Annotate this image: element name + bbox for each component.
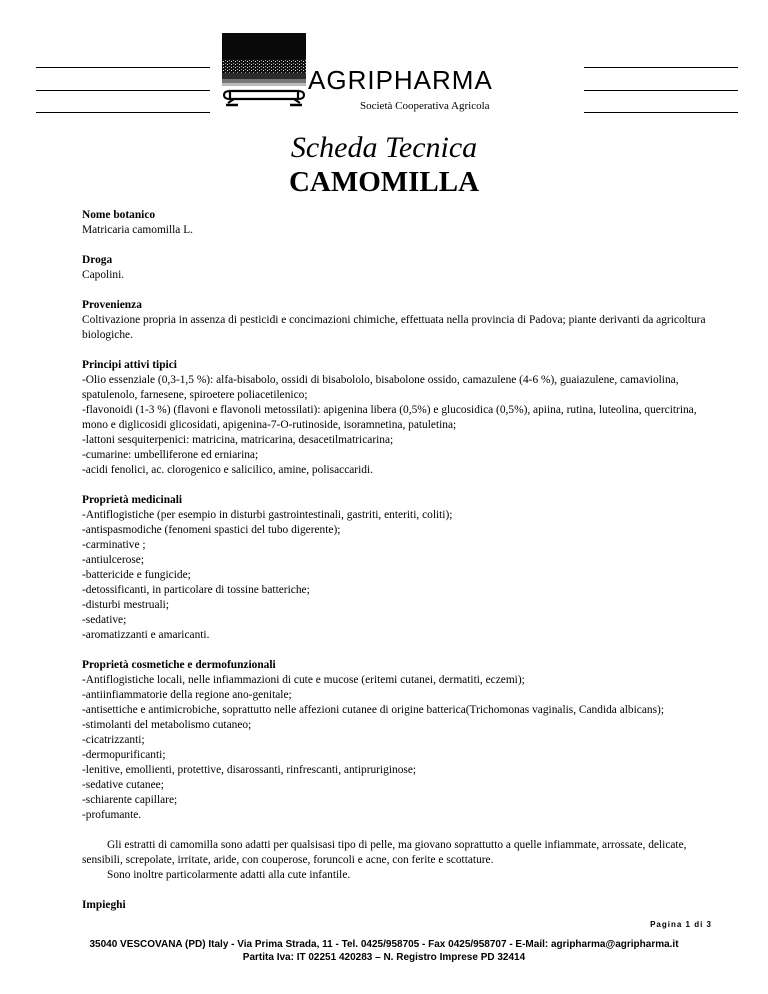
section-impieghi — [82, 898, 712, 913]
paragraph: Sono inoltre particolarmente adatti alla cute infantile. — [107, 869, 351, 881]
section-heading: Provenienza — [82, 299, 142, 311]
section-line: -antiulcerose; — [82, 554, 144, 566]
section-line: -profumante. — [82, 809, 142, 821]
section-line: -schiarente capillare; — [82, 794, 178, 806]
header-rule-right-3 — [584, 112, 738, 113]
section-line: -cumarine: umbelliferone ed erniarina; — [82, 449, 259, 461]
section-heading: Impieghi — [82, 899, 126, 911]
section-heading: Proprietà medicinali — [82, 494, 183, 506]
document-title: Scheda Tecnica — [290, 131, 478, 164]
section-nome-botanico — [82, 208, 712, 238]
header-rule-right-2 — [584, 90, 738, 91]
section-line: -cicatrizzanti; — [82, 734, 145, 746]
paragraph-block — [82, 838, 712, 883]
section-line: -disturbi mestruali; — [82, 599, 169, 611]
section-line: -sedative; — [82, 614, 127, 626]
brand-name: AGRIPHARMA — [308, 65, 493, 95]
brand-subtitle: Società Cooperativa Agricola — [360, 100, 490, 112]
section-line: -stimolanti del metabolismo cutaneo; — [82, 719, 252, 731]
agripharma-logo-icon — [222, 33, 306, 113]
page-number: Pagina 1 di 3 — [650, 920, 712, 929]
section-line: -sedative cutanee; — [82, 779, 164, 791]
section-line: -flavonoidi (1-3 %) (flavoni e flavonoli metossilati): apigenina libera (0,5%) e glucosidica (0,5%), apiina, rutina, luteolina, quercitrina, mono e diglicosidi glicosidati, apigenina-7-O-rutinoside, isoramnetina, patuletina; — [82, 404, 697, 431]
section-line: Coltivazione propria in assenza di pesticidi e concimazioni chimiche, effettuata nella provincia di Padova; piante derivanti da agricoltura biologiche. — [82, 314, 706, 341]
section-line: -battericide e fungicide; — [82, 569, 191, 581]
section-line: -carminative ; — [82, 539, 146, 551]
section-proprieta-cosmetiche — [82, 658, 712, 823]
footer-address: 35040 VESCOVANA (PD) Italy - Via Prima Strada, 11 - Tel. 0425/958705 - Fax 0425/958707 - E-Mail: agripharma@agripharma.it — [89, 939, 679, 950]
header-rule-left-3 — [36, 112, 210, 113]
section-proprieta-medicinali — [82, 493, 712, 643]
section-line: -acidi fenolici, ac. clorogenico e salicilico, amine, polisaccaridi. — [82, 464, 373, 476]
section-principi-attivi — [82, 358, 712, 478]
document-subtitle: CAMOMILLA — [288, 166, 480, 198]
section-line: Matricaria camomilla L. — [82, 224, 194, 236]
section-heading: Principi attivi tipici — [82, 359, 177, 371]
section-heading: Nome botanico — [82, 209, 156, 221]
section-line: -antispasmodiche (fenomeni spastici del tubo digerente); — [82, 524, 341, 536]
section-line: -antiinfiammatorie della regione ano-genitale; — [82, 689, 292, 701]
section-line: -Antiflogistiche locali, nelle infiammazioni di cute e mucose (eritemi cutanei, dermatiti, eczemi); — [82, 674, 525, 686]
section-provenienza — [82, 298, 712, 343]
section-line: -aromatizzanti e amaricanti. — [82, 629, 210, 641]
section-line: Capolini. — [82, 269, 125, 281]
document-body — [82, 208, 712, 928]
section-line: -lenitive, emollienti, protettive, disarossanti, rinfrescanti, antipruriginose; — [82, 764, 417, 776]
section-droga — [82, 253, 712, 283]
header-rule-left-2 — [36, 90, 210, 91]
section-line: -antisettiche e antimicrobiche, soprattutto nelle affezioni cutanee di origine batterica(Trichomonas vaginalis, Candida albicans); — [82, 704, 664, 716]
footer-registration: Partita Iva: IT 02251 420283 – N. Registro Imprese PD 32414 — [242, 952, 526, 963]
paragraph: Gli estratti di camomilla sono adatti per qualsisasi tipo di pelle, ma giovano soprattutto a quelle infiammate, arrossate, delicate, sensibili, screpolate, irritate, aride, con couperose, foruncoli e acne, con ferite e scottature. — [82, 839, 687, 866]
header-rule-right-1 — [584, 67, 738, 68]
section-line: -lattoni sesquiterpenici: matricina, matricarina, desacetilmatricarina; — [82, 434, 394, 446]
section-line: -detossificanti, in particolare di tossine batteriche; — [82, 584, 310, 596]
section-heading: Droga — [82, 254, 113, 266]
header-rule-left-1 — [36, 67, 210, 68]
section-heading: Proprietà cosmetiche e dermofunzionali — [82, 659, 276, 671]
section-line: -dermopurificanti; — [82, 749, 166, 761]
section-line: -Olio essenziale (0,3-1,5 %): alfa-bisabolo, ossidi di bisabololo, bisabolone ossido, camazulene (4-6 %), guaiazulene, camaviolina, spatulenolo, farnesene, spiroetere poliacetilenico; — [82, 374, 679, 401]
section-line: -Antiflogistiche (per esempio in disturbi gastrointestinali, gastriti, enteriti, coliti); — [82, 509, 453, 521]
